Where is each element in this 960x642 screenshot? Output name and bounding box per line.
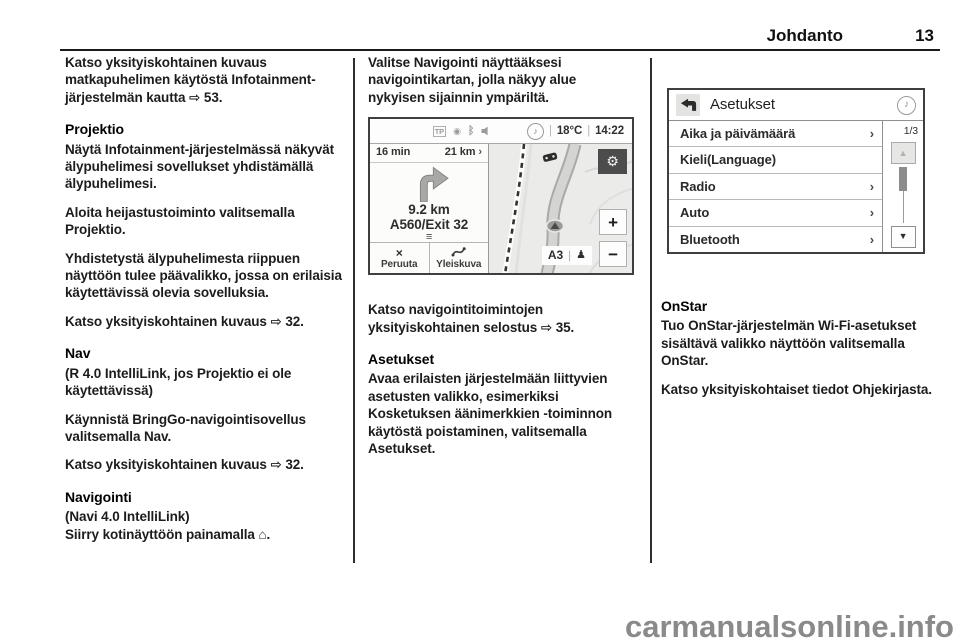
settings-title: Asetukset (710, 96, 775, 114)
plus-icon: + (608, 212, 618, 232)
scroll-down-button (891, 226, 916, 248)
paragraph: Katso yksityiskohtainen kuvaus matkapuhelimen käytöstä Infotainment-järjestelmän kautta ⇨ 53. (65, 55, 316, 105)
paragraph: Tuo OnStar-järjestelmän Wi-Fi-asetukset sisältävä valikko näyttöön valitsemalla OnStar. (661, 318, 917, 369)
road-label (542, 246, 592, 265)
cancel-route-button (370, 243, 429, 273)
traffic-car-icon (542, 152, 557, 162)
settings-item-bluetooth: Bluetooth › (669, 226, 882, 252)
paragraph: Valitse Navigointi näyttääksesi navigointikartan, jolla näkyy alue nykyisen sijainnin ympäriltä. (368, 55, 577, 105)
audio-source-icon: ♪ (527, 123, 544, 140)
nav-body (370, 144, 632, 273)
paragraph: Katso yksityiskohtainen kuvaus ⇨ 32. (65, 457, 304, 473)
page-header (60, 26, 940, 51)
bluetooth-icon: ᛒ (467, 124, 475, 137)
cancel-label: Peruuta (380, 258, 418, 270)
chevron-right-icon: › (869, 126, 874, 141)
paragraph: Aloita heijastustoiminto valitsemalla Projektio. (65, 204, 295, 238)
heading-asetukset: Asetukset (368, 351, 435, 368)
paragraph: Yhdistetystä älypuhelimesta riippuen näyttöön tulee päävalikko, jossa on erilaisia käytettävissä olevia sovelluksia. (65, 250, 342, 301)
map-settings-button (598, 149, 627, 174)
navigation-screenshot (368, 117, 634, 275)
overview-button (429, 243, 489, 273)
close-icon: × (395, 245, 403, 260)
settings-body (669, 121, 923, 252)
back-button (676, 94, 700, 116)
heading-onstar: OnStar (661, 298, 708, 314)
paragraph: Käynnistä BringGo-navigointisovellus valitsemalla Nav. (65, 411, 306, 444)
settings-item-language: Kieli(Language) (669, 146, 882, 172)
settings-scrollbar (882, 121, 923, 252)
settings-item-radio: Radio › (669, 173, 882, 199)
overview-label: Yleiskuva (436, 259, 482, 271)
tp-icon: TP (434, 126, 445, 136)
chevron-right-icon: › (478, 146, 482, 159)
page-number: 13 (915, 26, 934, 45)
heading-projektio: Projektio (65, 121, 125, 138)
chevron-right-icon: › (869, 178, 874, 194)
clock: 14:22 (595, 124, 624, 137)
column-2 (368, 54, 636, 468)
heading-nav: Nav (65, 345, 91, 362)
paragraph: Siirry kotinäyttöön painamalla ⌂. (65, 526, 271, 542)
map-view (489, 144, 632, 273)
settings-header (669, 90, 923, 121)
paragraph: Katso navigointitoimintojen yksityiskohtainen selostus ⇨ 35. (368, 302, 575, 335)
speaker-icon (481, 126, 491, 136)
paragraph: (R 4.0 IntelliLink, jos Projektio ei ole käytettävissä) (65, 365, 292, 399)
watermark: carmanualsonline.info (624, 609, 954, 642)
column-divider-right (650, 58, 652, 563)
zoom-out-button (599, 241, 627, 267)
route-buttons (370, 242, 488, 273)
turn-right-arrow-icon (370, 163, 488, 202)
time-remaining: 16 min (376, 146, 411, 159)
gear-icon: ⚙ (606, 153, 619, 170)
column-divider-left (353, 58, 355, 563)
separator: | (568, 247, 572, 262)
chevron-right-icon: › (869, 231, 874, 247)
separator: | (587, 124, 591, 137)
route-eta-row (370, 144, 488, 163)
scrollbar-track (883, 167, 923, 223)
column-3 (661, 54, 940, 409)
settings-item-vehicle: Auto › (669, 199, 882, 225)
scroll-up-button (891, 142, 916, 164)
settings-item-time-date: Aika ja päivämäärä › (680, 126, 874, 141)
column-1 (65, 54, 348, 554)
turn-list-icon: ≡ (425, 231, 433, 244)
back-arrow-icon (680, 98, 697, 112)
road-sign-icon: ♟ (576, 248, 586, 261)
section-title: Johdanto (766, 26, 844, 45)
temperature: 18°C (556, 124, 583, 137)
audio-source-icon: ♪ (897, 96, 916, 115)
paragraph: Avaa erilaisten järjestelmään liittyvien asetusten valikko, esimerkiksi Kosketuksen äänimerkkien -toiminnon käytöstä poistaminen, valitsemalla Asetukset. (368, 371, 613, 457)
signal-icon: ◉ (453, 125, 461, 136)
chevron-right-icon: › (869, 205, 874, 221)
distance-total: 21 km › (444, 146, 482, 159)
zoom-in-button (599, 209, 627, 235)
settings-list (669, 121, 882, 252)
paragraph: (Navi 4.0 IntelliLink) (65, 509, 190, 525)
page-indicator: 1/3 (903, 125, 918, 137)
route-overview-icon (451, 246, 467, 259)
nav-status-bar (370, 119, 632, 144)
separator: | (549, 124, 552, 137)
heading-navigointi: Navigointi (65, 488, 132, 505)
scrollbar-thumb (899, 167, 907, 190)
arrow-up-icon: ▲ (898, 147, 908, 158)
arrow-down-icon: ▼ (898, 231, 908, 242)
paragraph: Katso yksityiskohtaiset tiedot Ohjekirjasta. (661, 381, 932, 397)
paragraph: Näytä Infotainment-järjestelmässä näkyvät älypuhelimesi sovellukset yhdistämällä älypuhelimesi. (65, 141, 335, 192)
next-road-name: A560/Exit 32 (389, 217, 469, 233)
minus-icon: − (608, 244, 618, 264)
next-maneuver-distance: 9.2 km (408, 202, 450, 218)
settings-screenshot (667, 88, 925, 254)
paragraph: Katso yksityiskohtainen kuvaus ⇨ 32. (65, 313, 304, 329)
route-panel (370, 144, 489, 273)
road-name: A3 (547, 247, 564, 262)
